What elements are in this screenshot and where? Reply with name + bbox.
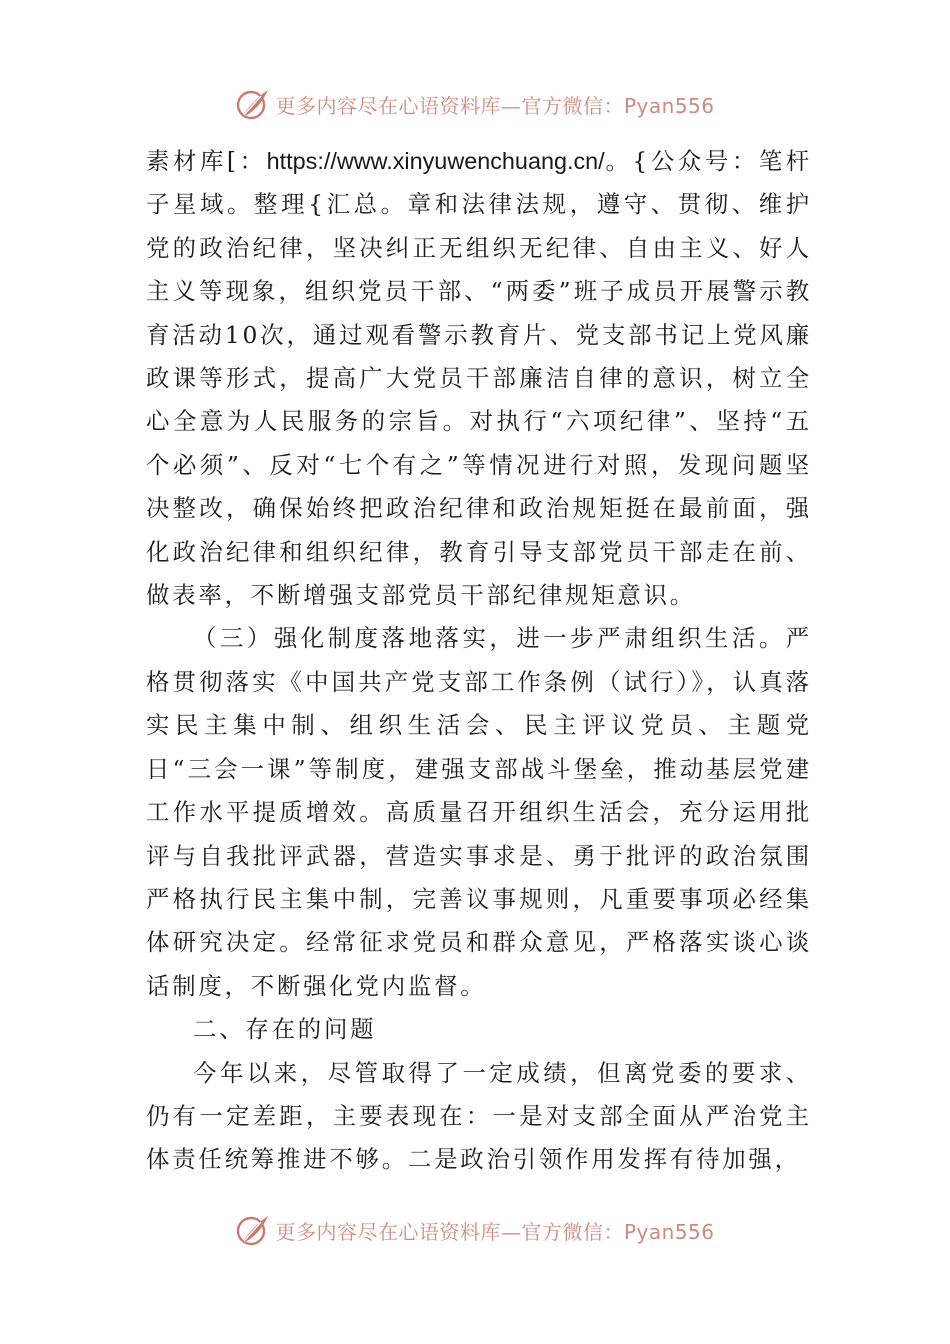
wechat-id: Pyan556 xyxy=(623,93,715,118)
wechat-id: Pyan556 xyxy=(623,1219,715,1244)
paragraph-3: 今年以来，尽管取得了一定成绩，但离党委的要求、仍有一定差距，主要表现在：一是对支部全面从严治党主体责任统筹推进不够。二是政治引领作用发挥有待加强， xyxy=(146,1058,812,1174)
header-banner-text: 更多内容尽在心语资料库—官方微信：Pyan556 xyxy=(275,93,715,118)
footer-banner-text: 更多内容尽在心语资料库—官方微信：Pyan556 xyxy=(275,1219,715,1244)
section-heading: 二、存在的问题 xyxy=(193,1015,377,1044)
source-url: https://www.xinyuwenchuang.cn/ xyxy=(266,148,605,174)
header-banner xyxy=(0,84,950,124)
document-body xyxy=(146,140,812,1182)
quill-pen-logo-icon xyxy=(235,1213,271,1247)
footer-banner xyxy=(0,1210,950,1250)
quill-pen-logo-icon xyxy=(235,87,271,121)
paragraph-1: 素材库[：https://www.xinyuwenchuang.cn/。{公众号：笔杆子星域。整理{汇总。章和法律法规，遵守、贯彻、维护党的政治纪律，坚决纠正无组织无纪律、自由主义、好人主义等现象，组织党员干部、“两委”班子成员开展警示教育活动10次，通过观看警示教育片、党支部书记上党风廉政课等形式，提高广大党员干部廉洁自律的意识，树立全心全意为人民服务的宗旨。对执行“六项纪律”、坚持“五个必须”、反对“七个有之”等情况进行对照，发现问题坚决整改，确保始终把政治纪律和政治规矩挺在最前面，强化政治纪律和组织纪律，教育引导支部党员干部走在前、做表率，不断增强支部党员干部纪律规矩意识。 xyxy=(146,147,812,610)
paragraph-2: （三）强化制度落地落实，进一步严肃组织生活。严格贯彻落实《中国共产党支部工作条例（试行）》，认真落实民主集中制、组织生活会、民主评议党员、主题党日“三会一课”等制度，建强支部战斗堡垒，推动基层党建工作水平提质增效。高质量召开组织生活会，充分运用批评与自我批评武器，营造实事求是、勇于批评的政治氛围严格执行民主集中制，完善议事规则，凡重要事项必经集体研究决定。经常征求党员和群众意见，严格落实谈心谈话制度，不断强化党内监督。 xyxy=(146,624,812,1000)
